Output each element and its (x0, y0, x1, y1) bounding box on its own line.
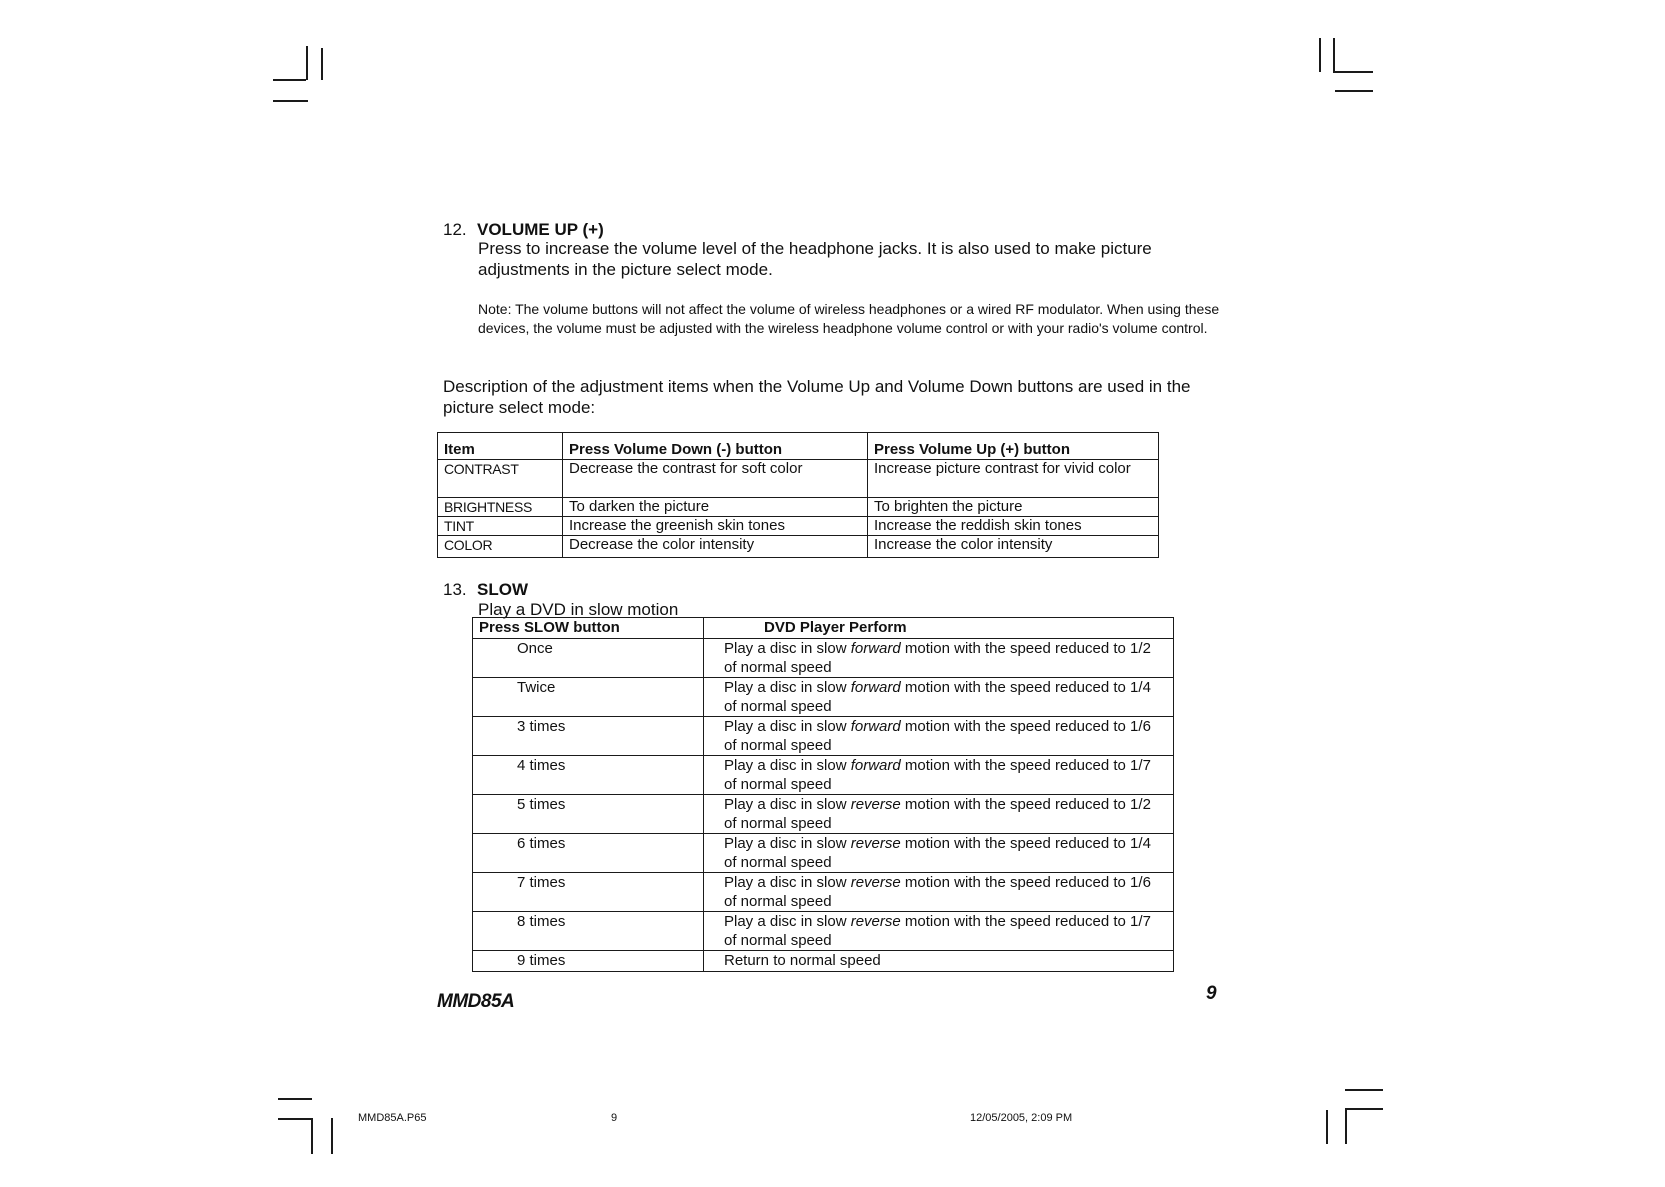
slug-page: 9 (611, 1112, 618, 1124)
perform-text: Play a disc in slow (724, 640, 851, 657)
row-times: 7 times (473, 873, 704, 912)
row-perform (704, 951, 1174, 972)
crop-mark-bottom-right-h (1345, 1089, 1383, 1091)
row-perform (704, 795, 1174, 834)
perform-text: Play a disc in slow (724, 757, 851, 774)
slow-table-header-row (473, 618, 1174, 639)
row-item: CONTRAST (438, 460, 563, 498)
section-12-body: Press to increase the volume level of the headphone jacks. It is also used to make picture adjustments in the picture select mode. (478, 239, 1152, 279)
model-name: MMD85A (437, 991, 515, 1012)
row-perform (704, 834, 1174, 873)
section-12-title: VOLUME UP (+) (477, 220, 604, 239)
section-13-subtitle: Play a DVD in slow motion (478, 600, 679, 619)
header-volume-down: Press Volume Down (-) button (563, 433, 868, 460)
section-12-number: 12. (443, 220, 467, 239)
perform-text: Play a disc in slow (724, 679, 851, 696)
slug-file: MMD85A.P65 (358, 1112, 427, 1124)
crop-mark-bottom-left-v2 (331, 1118, 333, 1154)
perform-direction: reverse (850, 835, 901, 852)
row-perform (704, 678, 1174, 717)
row-times: 6 times (473, 834, 704, 873)
section-13-title: SLOW (477, 580, 528, 599)
perform-text-rest: motion with the speed reduced to 1/6 of normal speed (724, 718, 1151, 754)
table-row (473, 873, 1174, 912)
row-times: Once (473, 639, 704, 678)
row-volume-down: Increase the greenish skin tones (563, 517, 868, 536)
crop-mark-top-left-v (306, 46, 308, 80)
table-row (473, 678, 1174, 717)
table-row (473, 756, 1174, 795)
perform-text-rest: motion with the speed reduced to 1/4 of normal speed (724, 679, 1151, 715)
adjustment-table (437, 432, 1159, 558)
row-item: BRIGHTNESS (438, 498, 563, 517)
row-perform (704, 717, 1174, 756)
table-row (473, 912, 1174, 951)
crop-mark-bottom-right-v2 (1326, 1110, 1328, 1144)
perform-text-rest: motion with the speed reduced to 1/7 of normal speed (724, 913, 1151, 949)
crop-mark-top-left-h2 (273, 100, 308, 102)
row-volume-down: To darken the picture (563, 498, 868, 517)
adjustment-table-header-row (438, 433, 1159, 460)
crop-mark-top-left-h (273, 79, 306, 81)
table-row (438, 517, 1159, 536)
crop-mark-top-right-v2 (1333, 38, 1335, 72)
row-volume-down: Decrease the color intensity (563, 536, 868, 558)
row-volume-up: Increase picture contrast for vivid color (868, 460, 1159, 498)
slow-table (472, 617, 1174, 972)
section-12-heading (443, 220, 604, 240)
row-item: COLOR (438, 536, 563, 558)
row-times: 3 times (473, 717, 704, 756)
crop-mark-top-left-v2 (321, 48, 323, 80)
slug-timestamp: 12/05/2005, 2:09 PM (970, 1112, 1073, 1124)
perform-direction: reverse (850, 913, 901, 930)
perform-direction: forward (850, 679, 901, 696)
table-row (438, 460, 1159, 498)
crop-mark-bottom-right-h2 (1345, 1108, 1383, 1110)
row-times: 4 times (473, 756, 704, 795)
header-dvd-perform: DVD Player Perform (704, 618, 1174, 639)
perform-text: Play a disc in slow (724, 796, 851, 813)
perform-direction: forward (850, 718, 901, 735)
perform-direction: forward (850, 757, 901, 774)
crop-mark-bottom-left-v (311, 1118, 313, 1154)
header-volume-up: Press Volume Up (+) button (868, 433, 1159, 460)
table-row (473, 639, 1174, 678)
perform-text-rest: motion with the speed reduced to 1/2 of normal speed (724, 796, 1151, 832)
crop-mark-bottom-right-v (1345, 1108, 1347, 1144)
crop-mark-top-right-h (1333, 71, 1373, 73)
row-times: Twice (473, 678, 704, 717)
perform-direction: reverse (850, 796, 901, 813)
perform-text-rest: motion with the speed reduced to 1/2 of normal speed (724, 640, 1151, 676)
perform-direction: reverse (850, 874, 901, 891)
row-perform (704, 873, 1174, 912)
perform-text-rest: motion with the speed reduced to 1/7 of normal speed (724, 757, 1151, 793)
perform-text: Play a disc in slow (724, 913, 851, 930)
row-perform (704, 639, 1174, 678)
row-perform (704, 756, 1174, 795)
table-row (438, 536, 1159, 558)
perform-direction: forward (850, 640, 901, 657)
perform-text: Play a disc in slow (724, 835, 851, 852)
table-row (438, 498, 1159, 517)
table-row (473, 795, 1174, 834)
table-row (473, 834, 1174, 873)
slow-table-body (473, 639, 1174, 972)
perform-text-rest: motion with the speed reduced to 1/4 of normal speed (724, 835, 1151, 871)
section-12-note: Note: The volume buttons will not affect the volume of wireless headphones or a wired RF modulator. When using these devices, the volume must be adjusted with the wireless headphone volume control or with your radio's volume control. (478, 301, 1220, 336)
row-times: 8 times (473, 912, 704, 951)
perform-text: Play a disc in slow (724, 718, 851, 735)
perform-text-rest: motion with the speed reduced to 1/6 of normal speed (724, 874, 1151, 910)
perform-text: Play a disc in slow (724, 874, 851, 891)
header-press-slow: Press SLOW button (473, 618, 704, 639)
row-volume-down: Decrease the contrast for soft color (563, 460, 868, 498)
crop-mark-bottom-left-h2 (278, 1118, 312, 1120)
crop-mark-top-right-v (1319, 38, 1321, 72)
section-13-heading (443, 580, 528, 600)
adjustment-description: Description of the adjustment items when the Volume Up and Volume Down buttons are used in the picture select mode: (443, 377, 1191, 417)
crop-mark-top-right-h2 (1335, 90, 1373, 92)
header-item: Item (438, 433, 563, 460)
row-item: TINT (438, 517, 563, 536)
page-number: 9 (1206, 983, 1217, 1004)
row-perform (704, 912, 1174, 951)
crop-mark-bottom-left-h (278, 1098, 312, 1100)
row-volume-up: Increase the reddish skin tones (868, 517, 1159, 536)
section-13-number: 13. (443, 580, 467, 599)
row-times: 9 times (473, 951, 704, 972)
row-volume-up: Increase the color intensity (868, 536, 1159, 558)
perform-text: Return to normal speed (724, 952, 881, 969)
table-row (473, 717, 1174, 756)
row-volume-up: To brighten the picture (868, 498, 1159, 517)
table-row (473, 951, 1174, 972)
row-times: 5 times (473, 795, 704, 834)
